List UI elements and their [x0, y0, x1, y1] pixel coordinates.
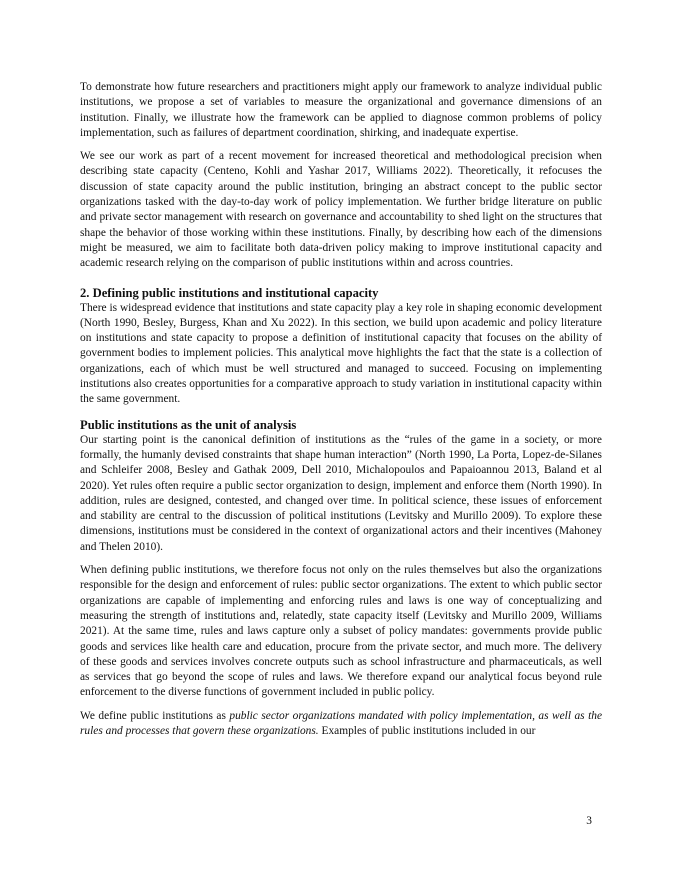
definition-italic-text: public sector organizations mandated with policy implementation, as well as the rules and processes that govern these organizations. [80, 709, 603, 737]
subsection-heading: Public institutions as the unit of analysis [80, 417, 297, 432]
paragraph-contribution: We see our work as part of a recent movement for increased theoretical and methodological precision when describing state capacity (Centeno, Kohli and Yashar 2017, Williams 2022). Theoretically, it refocuses the discussion of state capacity around the public institution, bringing an abstract concept to the public sector organizations tasked with the day-to-day work of policy implementation. We further bridge literature on public and private sector management with research on governance and accountability to shed light on the structures that shape the behavior of those working within these institutions. Finally, by describing how each of the dimensions might be measured, we aim to facilitate both data-driven policy making to improve institutional capacity and academic research relying on the comparison of public institutions within and across countries. [80, 150, 602, 270]
paragraph-defining-institutions: When defining public institutions, we therefore focus not only on the rules themselves but also the organizations responsible for the design and enforcement of rules: public sector organizations. The extent to which public sector organizations are capable of implementing and enforcing rules and laws is one way of conceptualizing and measuring the strength of institutions and, relatedly, state capacity itself (Levitsky and Murillo 2009, Williams 2021). At the same time, rules and laws capture only a subset of policy mandates: governments provide public goods and services like health care and education, procure from the private sector, and much more. The delivery of these goods and services involves concrete outputs such as school infrastructure and pharmaceuticals, as well as services that go beyond the scope of rules and laws. We therefore expand our analytical focus beyond rule enforcement to the diverse functions of government included in public policy. [80, 564, 602, 699]
definition-trailing-text: Examples of public institutions included in our [318, 724, 536, 737]
paragraph-section-intro: There is widespread evidence that institutions and state capacity play a key role in shaping economic development (North 1990, Besley, Burgess, Khan and Xu 2022). In this section, we build upon academic and policy literature on institutions and state capacity to propose a definition of institutional capacity that focuses on the ability of government bodies to implement policies. This analytical move highlights the fact that the state is a collection of organizations, each of which must be well structured and managed to succeed. Focusing on implementing institutions also creates opportunities for a comparative approach to study variation in institutional capacity within the same government. [80, 301, 602, 406]
body-text [80, 80, 602, 747]
section-heading: 2. Defining public institutions and institutional capacity [80, 285, 379, 300]
page-number: 3 [586, 815, 592, 827]
paragraph-definition [80, 709, 602, 740]
definition-lead-text: We define public institutions as [80, 709, 230, 722]
paragraph-framework-application: To demonstrate how future researchers and practitioners might apply our framework to analyze individual public institutions, we propose a set of variables to measure the organizational and governance dimensions of an institution. Finally, we illustrate how the framework can be applied to diagnose common problems of policy implementation, such as failures of department coordination, shirking, and inadequate expertise. [80, 81, 602, 139]
paragraph-canonical-definition: Our starting point is the canonical definition of institutions as the “rules of the game in a society, or more formally, the humanly devised constraints that shape human interaction” (North 1990, La Porta, Lopez-de-Silanes and Schleifer 2008, Besley and Gathak 2009, Dell 2010, Michalopoulos and Papaioannou 2013, Baland et al 2020). Yet rules often require a public sector organization to design, implement and enforce them (North 1990). In addition, rules are designed, contested, and changed over time. In political science, these issues of enforcement and stability are central to the discussion of political institutions (Levitsky and Murillo 2009). To explore these dimensions, institutions must be considered in the context of organizational actors and their incentives (Mahoney and Thelen 2010). [80, 433, 602, 553]
